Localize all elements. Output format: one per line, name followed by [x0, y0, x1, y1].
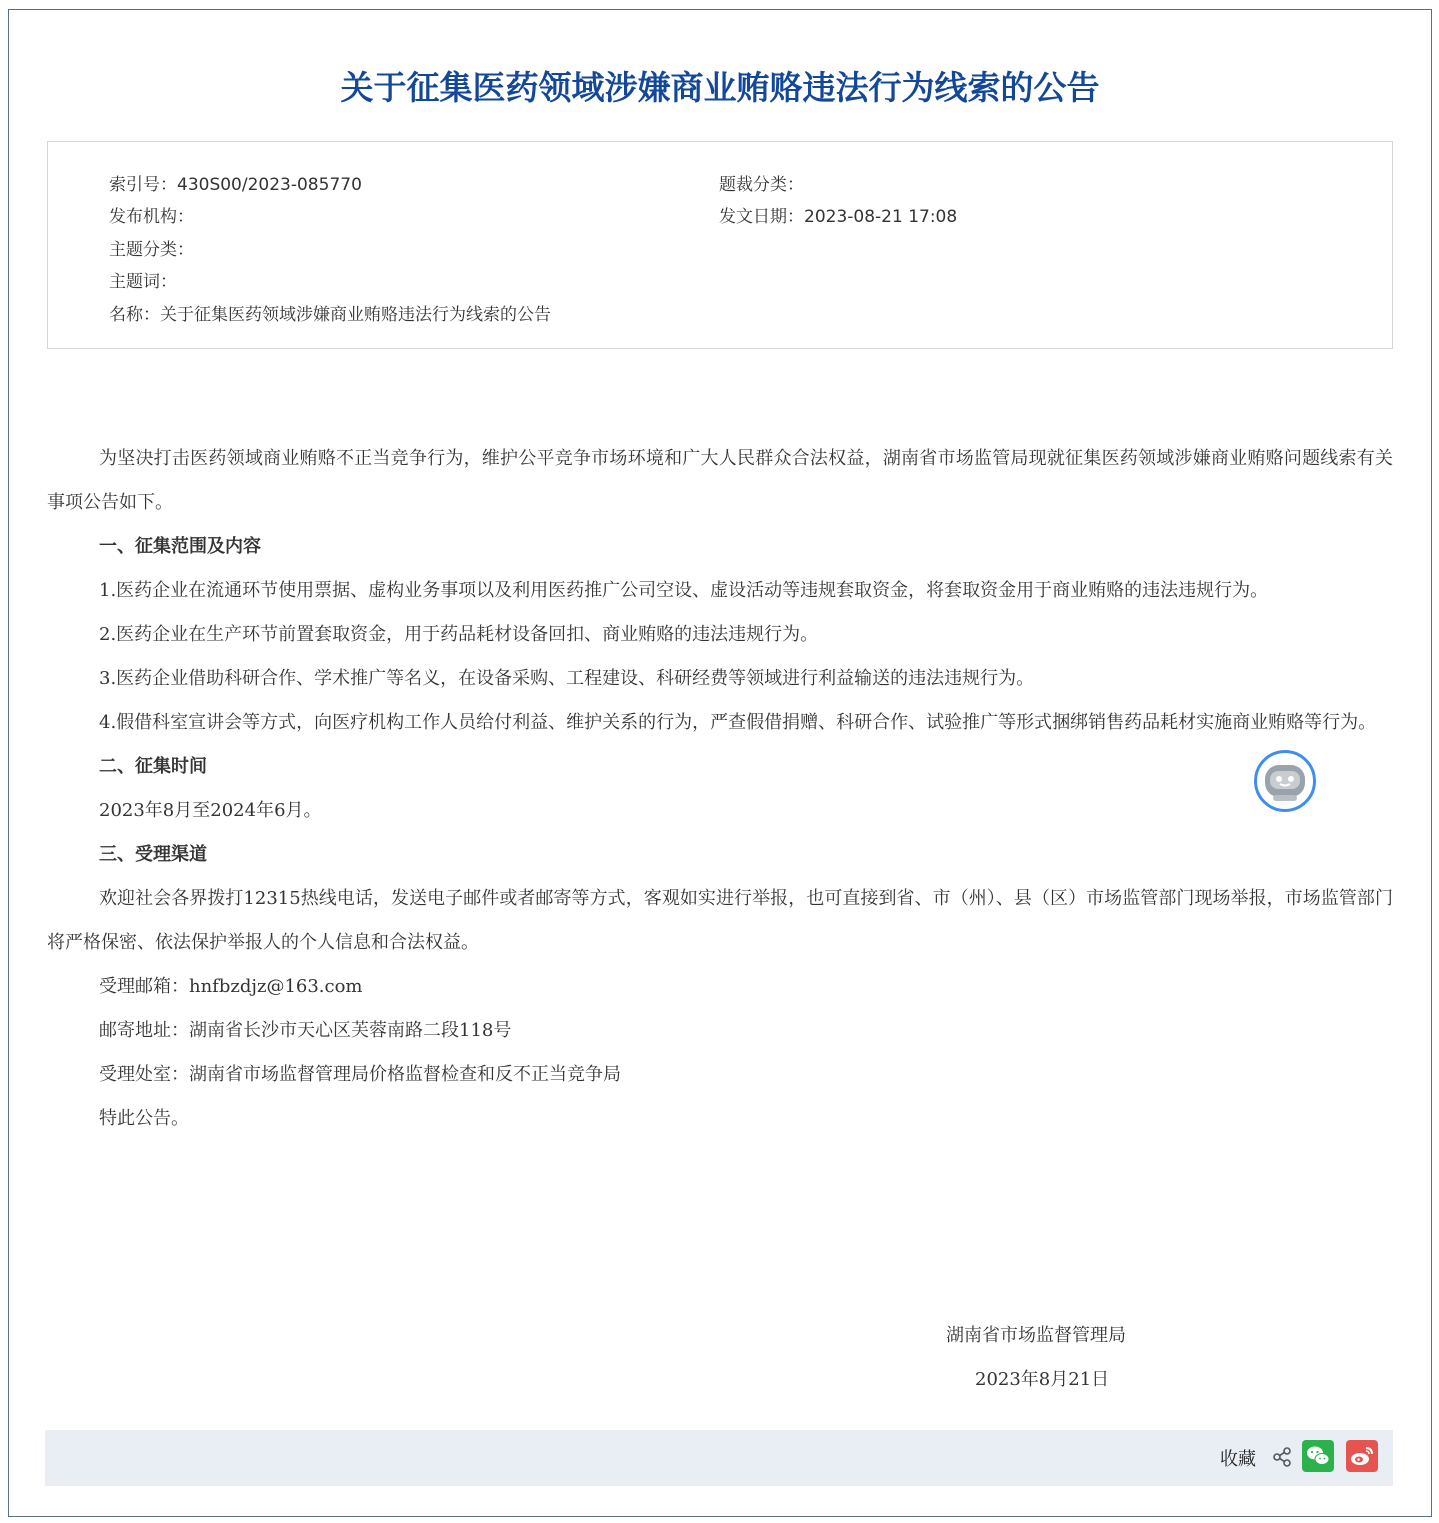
- wechat-icon[interactable]: [1302, 1440, 1334, 1476]
- signature-date: 2023年8月21日: [975, 1369, 1110, 1390]
- meta-topic: [109, 235, 194, 260]
- meta-date-label: 发文日期：: [719, 207, 804, 227]
- body-closing: 特此公告。: [99, 1108, 189, 1129]
- body-period: 2023年8月至2024年6月。: [99, 800, 322, 821]
- page-frame: [8, 9, 1432, 1517]
- meta-name-value: 关于征集医药领域涉嫌商业贿赂违法行为线索的公告: [160, 305, 551, 325]
- meta-name-label: 名称：: [109, 305, 160, 325]
- share-icon[interactable]: [1271, 1446, 1293, 1472]
- body-item-1: 1.医药企业在流通环节使用票据、虚构业务事项以及利用医药推广公司空设、虚设活动等违规套取资金，将套取资金用于商业贿赂的违法违规行为。: [99, 580, 1269, 601]
- weibo-icon[interactable]: [1346, 1440, 1378, 1476]
- meta-index-label: 索引号：: [109, 175, 177, 195]
- article-body: [47, 437, 1393, 1141]
- meta-keywords: [109, 267, 177, 292]
- meta-date-value: 2023-08-21 17:08: [804, 207, 958, 227]
- body-item-3: 3.医药企业借助科研合作、学术推广等名义，在设备采购、工程建设、科研经费等领域进行利益输送的违法违规行为。: [99, 668, 1035, 689]
- body-office: 受理处室：湖南省市场监督管理局价格监督检查和反不正当竞争局: [99, 1064, 621, 1085]
- assistant-robot-icon[interactable]: [1254, 750, 1316, 812]
- section-heading-scope: 一、征集范围及内容: [99, 536, 261, 557]
- meta-name: [109, 300, 551, 325]
- share-bar: [45, 1430, 1393, 1486]
- page-title: 关于征集医药领域涉嫌商业贿赂违法行为线索的公告: [340, 68, 1100, 107]
- meta-topic-label: 主题分类：: [109, 240, 194, 260]
- signature-org: 湖南省市场监督管理局: [946, 1325, 1126, 1346]
- metadata-box: [47, 141, 1393, 349]
- body-intro: 为坚决打击医药领域商业贿赂不正当竞争行为，维护公平竞争市场环境和广大人民群众合法权益，湖南省市场监管局现就征集医药领域涉嫌商业贿赂问题线索有关事项公告如下。: [47, 448, 1393, 513]
- meta-publisher-label: 发布机构：: [109, 207, 194, 227]
- meta-date: [719, 202, 957, 227]
- body-item-2: 2.医药企业在生产环节前置套取资金，用于药品耗材设备回扣、商业贿赂的违法违规行为。: [99, 624, 819, 645]
- meta-index: [109, 170, 362, 195]
- body-channel: 欢迎社会各界拨打12315热线电话，发送电子邮件或者邮寄等方式，客观如实进行举报，也可直接到省、市（州）、县（区）市场监管部门现场举报，市场监管部门将严格保密、依法保护举报人的个人信息和合法权益。: [47, 888, 1393, 953]
- body-email: 受理邮箱：hnfbzdjz@163.com: [99, 976, 363, 997]
- section-heading-period: 二、征集时间: [99, 756, 207, 777]
- favorite-button[interactable]: 收藏: [1220, 1449, 1256, 1470]
- section-heading-channel: 三、受理渠道: [99, 844, 207, 865]
- meta-genre-label: 题裁分类：: [719, 175, 804, 195]
- meta-keywords-label: 主题词：: [109, 272, 177, 292]
- body-address: 邮寄地址：湖南省长沙市天心区芙蓉南路二段118号: [99, 1020, 512, 1041]
- meta-genre: [719, 170, 804, 195]
- body-item-4: 4.假借科室宣讲会等方式，向医疗机构工作人员给付利益、维护关系的行为，严查假借捐赠、科研合作、试验推广等形式捆绑销售药品耗材实施商业贿赂等行为。: [99, 712, 1377, 733]
- meta-publisher: [109, 202, 194, 227]
- meta-index-value: 430S00/2023-085770: [177, 175, 362, 195]
